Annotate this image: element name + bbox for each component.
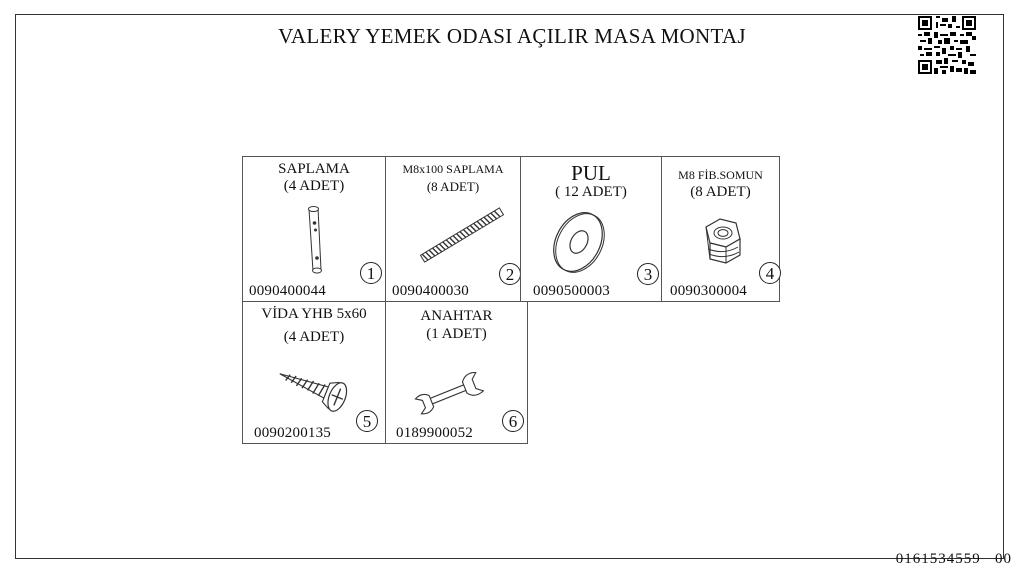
part-number-badge: 2 — [499, 263, 521, 285]
part-quantity: (8 ADET) — [426, 179, 480, 194]
part-quantity: ( 12 ADET) — [555, 184, 627, 200]
part-code: 0090400044 — [249, 283, 326, 299]
document-number: 0161534559 00 — [895, 551, 1012, 567]
part-number-badge: 1 — [360, 262, 382, 284]
part-quantity: (4 ADET) — [283, 329, 345, 345]
part-quantity: (1 ADET) — [426, 326, 487, 342]
part-name: ANAHTAR — [420, 308, 493, 324]
part-number-badge: 5 — [356, 410, 378, 432]
part-number-badge: 4 — [759, 262, 781, 284]
threaded-rod-icon — [414, 203, 510, 267]
dowel-pin-icon — [299, 203, 329, 279]
part-number-badge: 3 — [637, 263, 659, 285]
part-name: M8 FİB.SOMUN — [678, 168, 763, 182]
part-quantity: (4 ADET) — [283, 178, 345, 194]
part-card-5 — [242, 301, 386, 444]
lock-nut-icon — [696, 213, 746, 269]
part-card-1 — [242, 156, 386, 302]
part-quantity: (8 ADET) — [690, 184, 751, 200]
part-code: 0090400030 — [392, 283, 469, 299]
screw-icon — [273, 362, 357, 414]
qr-code-icon — [918, 16, 976, 74]
page-title: VALERY YEMEK ODASI AÇILIR MASA MONTAJ — [278, 24, 746, 48]
part-number-badge: 6 — [502, 410, 524, 432]
part-code: 0189900052 — [396, 425, 473, 441]
part-code: 0090200135 — [254, 425, 331, 441]
part-card-2 — [385, 156, 521, 302]
part-name: VİDA YHB 5x60 — [261, 306, 367, 322]
wrench-icon — [414, 372, 484, 416]
part-card-6 — [385, 301, 528, 444]
part-code: 0090300004 — [670, 283, 747, 299]
washer-icon — [545, 207, 611, 277]
part-name: M8x100 SAPLAMA — [402, 162, 504, 176]
part-card-3 — [520, 156, 662, 302]
part-name: PUL — [571, 161, 611, 185]
part-code: 0090500003 — [533, 283, 610, 299]
part-name: SAPLAMA — [278, 161, 350, 177]
part-card-4 — [661, 156, 780, 302]
